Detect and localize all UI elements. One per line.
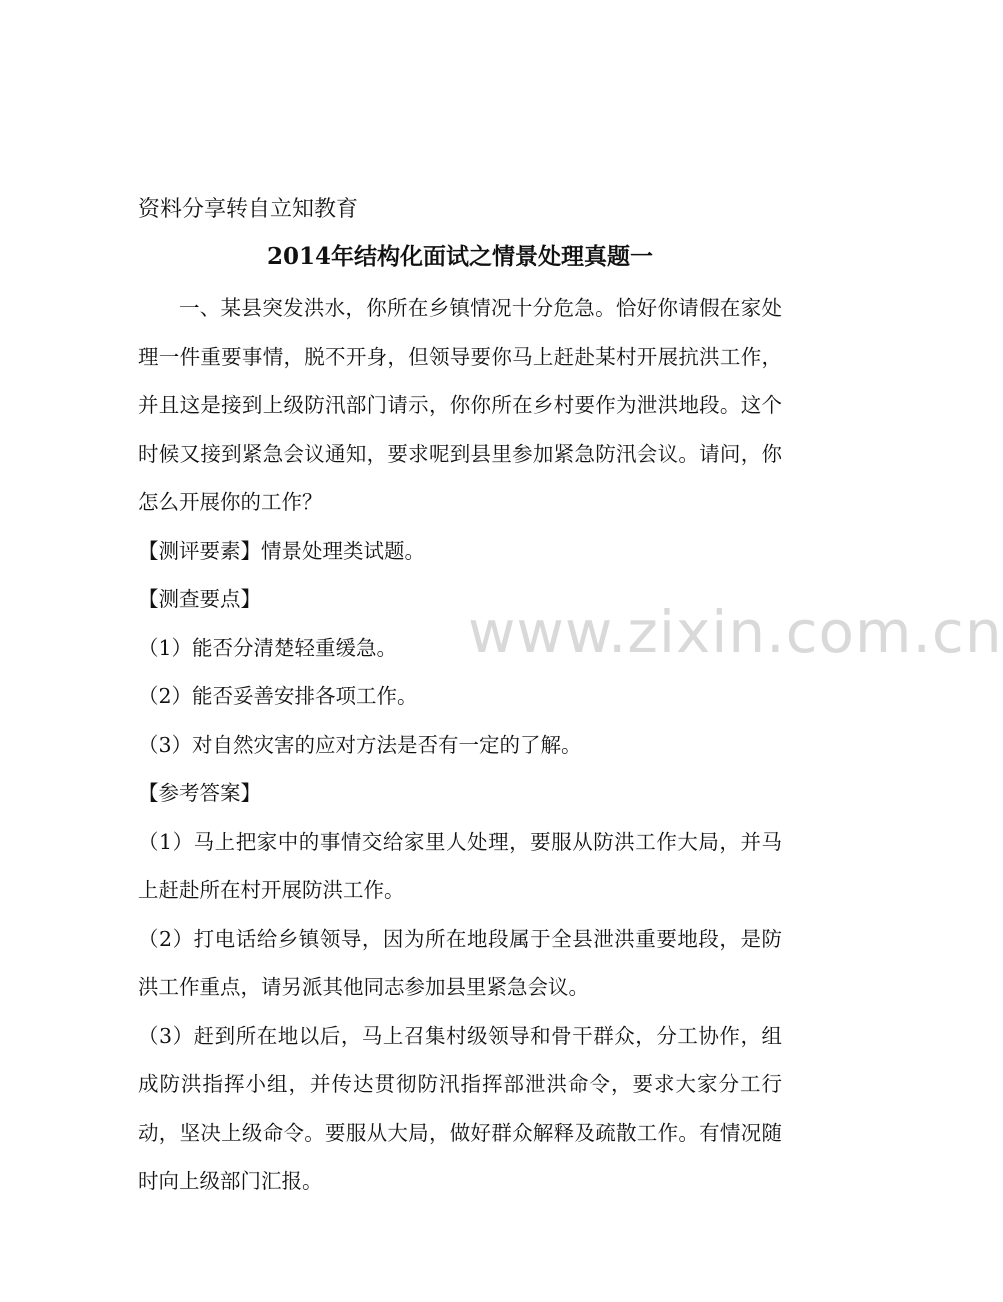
answer-heading: 【参考答案】: [138, 781, 261, 805]
answer-item-2: （2）打电话给乡镇领导，因为所在地段属于全县泄洪重要地段，是防洪工作重点，请另派其他同志参加县里紧急会议。: [138, 926, 782, 999]
question-paragraph: 一、某县突发洪水，你所在乡镇情况十分危急。恰好你请假在家处理一件重要事情，脱不开身，但领导要你马上赶赴某村开展抗洪工作，并且这是接到上级防汛部门请示，你你所在乡村要作为泄洪地段。这个时候又接到紧急会议通知，要求呢到县里参加紧急防汛会议。请问，你怎么开展你的工作？: [138, 296, 782, 514]
checkpoints-heading: 【测查要点】: [138, 587, 261, 611]
checkpoint-item-2: （2）能否妥善安排各项工作。: [138, 684, 418, 708]
checkpoint-item-1: （1）能否分清楚轻重缓急。: [138, 635, 398, 660]
page-title: 2014年结构化面试之情景处理真题一: [266, 243, 653, 270]
answer-item-1: （1）马上把家中的事情交给家里人处理，要服从防洪工作大局，并马上赶赴所在村开展防洪工作。: [138, 829, 782, 902]
document-body: [138, 284, 782, 1206]
answer-item-3: （3）赶到所在地以后，马上召集村级领导和骨干群众，分工协作，组成防洪指挥小组，并传达贯彻防汛指挥部泄洪命令，要求大家分工行动，坚决上级命令。要服从大局，做好群众解释及疏散工作。有情况随时向上级部门汇报。: [138, 1023, 782, 1193]
checkpoint-item-3: （3）对自然灾害的应对方法是否有一定的了解。: [138, 732, 582, 757]
evaluation-line: 【测评要素】情景处理类试题。: [138, 538, 425, 563]
watermark: www.zixin.com.cn: [468, 598, 1003, 666]
source-line: 资料分享转自立知教育: [138, 197, 359, 222]
